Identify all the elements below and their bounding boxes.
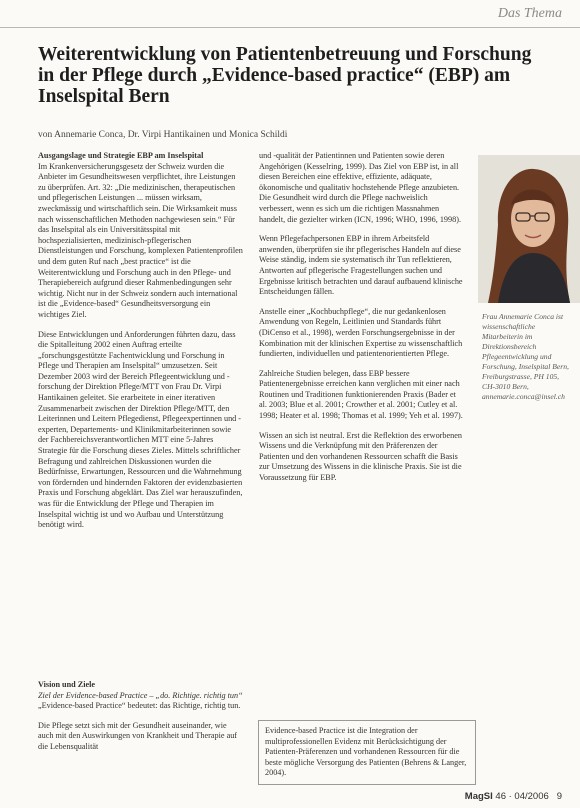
page-footer [465,791,562,802]
author-photo [478,155,580,303]
subheading-vision: Vision und Ziele [38,680,96,689]
article-authors: von Annemarie Conca, Dr. Virpi Hantikainen und Monica Schildi [38,130,288,140]
paragraph: Im Krankenversicherungsgesetz der Schweiz wurden die Anbieter im Gesundheitswesen verpflichtet, ihre Leistungen zu überprüfen. Art. 32: „Die medizinischen, therapeutischen und pflegerischen Leistungen ... müssen wirksam, zweckmässig und wirtschaftlich sein. Die Wirksamkeit muss nach wissenschaftlichen Methoden nachgewiesen sein.“ Für das Inselspital als ein Universitätsspital mit hochspezialisierten, medizinisch-pflegerischen Dienstleistungen und Forschung, komplexen Patientenprofilen und dem guten Ruf nach „best practice“ ist die Weiterentwicklung und Forschung auch in den Pflege- und Therapiebereich aufgrund dieser Rahmenbedingungen sehr wichtig. Nicht nur in der Schweiz sondern auch international ist die „Evidence-based“ Gesundheitsversorgung ein wichtiges Ziel. [38,161,243,319]
author-caption: Frau Annemarie Conca ist wissenschaftliche Mitarbeiterin im Direktionsbereich Pflegeentwicklung und Forschung, Inselspital Bern, Freiburgstrasse, PH 105, CH-3010 Bern, annemarie.conca@insel.ch [482,312,569,401]
paragraph: „Evidence-based Practice“ bedeutet: das Richtige, richtig tun. [38,701,241,711]
paragraph: Die Pflege setzt sich mit der Gesundheit auseinander, wie auch mit den Auswirkungen von Krankheit und Therapie auf die Lebensqualität [38,720,238,751]
paragraph: Diese Entwicklungen und Anforderungen führten dazu, dass die Spitalleitung 2002 einen Auftrag erteilte „forschungsgestützte Fachentwicklung und Forschung in Pflege und Therapien am Inselspital“ umzusetzen. Seit Dezember 2003 wird der Bereich Pflegeentwicklung und -forschung der Direktion Pflege/MTT von Frau Dr. Virpi Hantikainen geleitet. Sie erarbeitete in einer iterativen Zusammenarbeit zwischen der Direktion Pflege/MTT, den Leiterinnen und Leitern Pflegedienst, Pflegeexpertinnen und -experten, Departements- und Klinikmitarbeiterinnen sowie der Fachbereichsverantwortlichen MTT eine 5-Jahres Strategie für die Forschung dieses Zieles. Mittels schriftlicher Befragung und zahlreichen Diskussionen wurden die Bedürfnisse, Erwartungen, Ressourcen und die Wahrnehmung von fördernden und hindernden Faktoren der evidenzbasierten Praxis und Forschung abgeklärt. Das Ziel war herauszufinden, was für die Entwicklung der Pflege und Therapien im Inselspital wichtig ist und wo Aufbau und Unterstützung benötigt wird. [38,329,243,530]
section-tag: Das Thema [497,6,562,21]
article-title: Weiterentwicklung von Patientenbetreuung und Forschung in der Pflege durch „Evidence-based practice“ (EBP) am Inselspital Bern [38,44,532,107]
paragraph: und -qualität der Patientinnen und Patienten sowie deren Angehörigen (Kesselring, 1999). Das Ziel von EBP ist, in all diesen Bereichen eine effektive, effiziente, adäquate, ökonomische und qualitativ hochstehende Pflege anzubieten. Die Gesundheit wird durch die Pflege nachweislich verbessert, wenn es sich um die richtigen Massnahmen handelt, die gezielter wirken (ICN, 1996; WHO, 1996, 1998). [259,151,461,224]
magazine-name: MagSI [464,791,493,802]
definition-box: Evidence-based Practice ist die Integration der multiprofessionellen Evidenz mit Berücksichtigung der Patienten-Präferenzen und vorhandenen Ressourcen für die beste mögliche Versorgung des Patienten (Behrens & Langer, 2004). [258,720,476,785]
column-1 [38,151,243,540]
page-number: 9 [556,791,562,802]
subheading-ausgangslage: Ausgangslage und Strategie EBP am Inselspital [38,151,204,160]
top-rule [0,27,580,28]
vision-section [38,680,243,762]
paragraph: Zahlreiche Studien belegen, dass EBP bessere Patientenergebnisse erreichen kann verglichen mit einer nach Routinen und Traditionen funktionierenden Praxis (Bader et al. 2003; Blue et al. 2001; Crowther et al. 2001; Cutley et al. 1998; Heater et al. 1998; Thomas et al. 1999; Yeh et al. 1997). [259,368,463,421]
paragraph: Anstelle einer „Kochbuchpflege“, die nur gedankenlosen Anwendung von Regeln, Leitlinien und Standards führt (DiCenso et al., 1998), werden Forschungsergebnisse in der Kombination mit der klinischen Expertise zu wissenschaftlich fundierten, individuellen und patientenorientierten Pflege. [259,306,463,359]
issue-number: 46 · 04/2006 [495,791,549,802]
paragraph: Wissen an sich ist neutral. Erst die Reflektion des erworbenen Wissens und die Verknüpfung mit den Präferenzen der Patienten und den vorhandenen Ressourcen schafft die Basis zur Umsetzung des Wissens in die klinische Praxis. Sie ist die Voraussetzung für EBP. [259,430,462,483]
goal-lines: Ziel der Evidence-based Practice – „do. Richtige. richtig tun“ [38,690,243,700]
paragraph: Wenn Pflegefachpersonen EBP in ihrem Arbeitsfeld anwenden, überprüfen sie ihr pflegerisches Handeln auf diese Weise ständig, indem sie systematisch ihr Tun reflektieren, Antworten auf pflegerische Fragestellungen suchen und Ergebnisse kritisch betrachten und darauf aufbauend klinische Entscheidungen fällen. [259,234,463,297]
column-2 [259,151,464,493]
